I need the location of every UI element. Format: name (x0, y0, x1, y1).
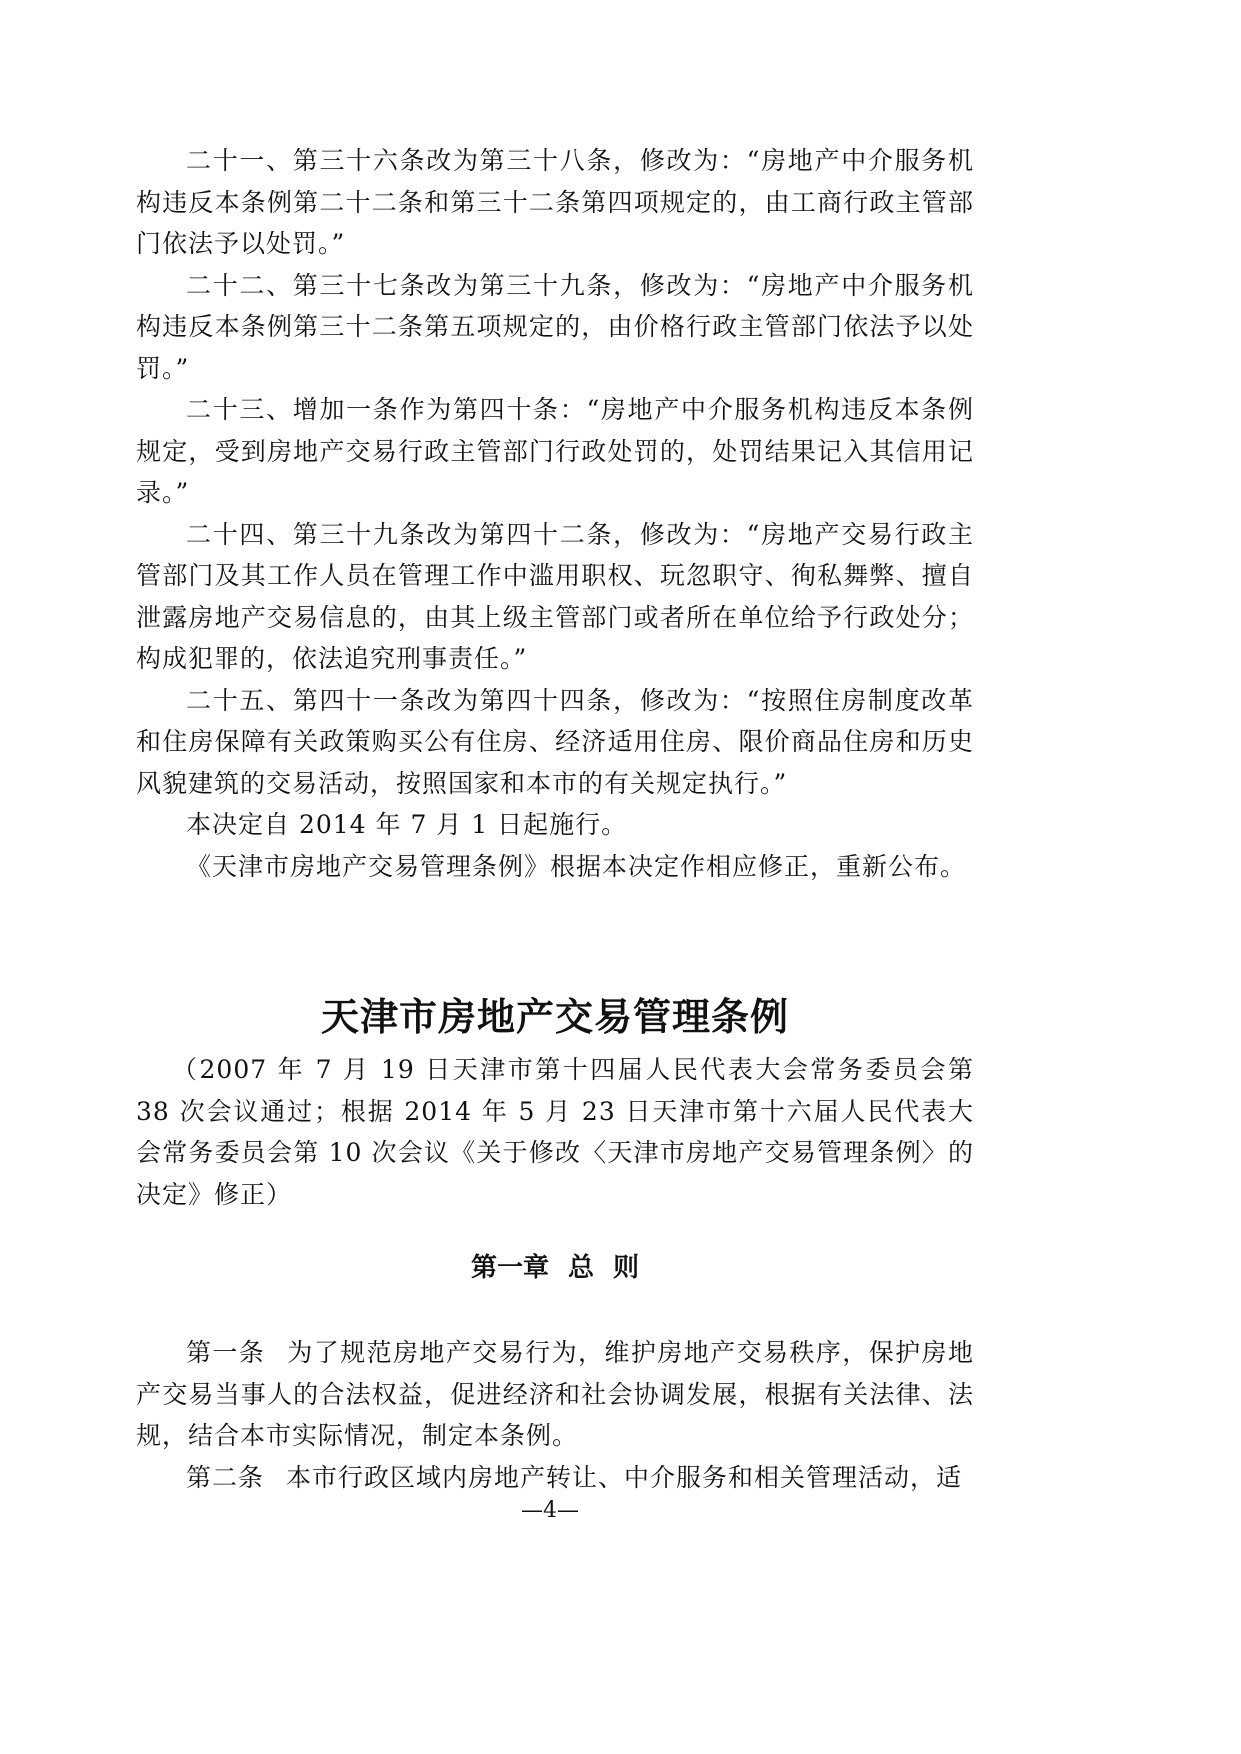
republish-note-paragraph: 《天津市房地产交易管理条例》根据本决定作相应修正，重新公布。 (186, 851, 967, 881)
amendment-paragraph: 二十四、第三十九条改为第四十二条，修改为：“房地产交易行政主管部门及其工作人员在管理工作中滥用职权、玩忽职守、徇私舞弊、擅自泄露房地产交易信息的，由其上级主管部门或者所在单位给予行政处分；构成犯罪的，依法追究刑事责任。” (136, 519, 974, 673)
article-text: 为了规范房地产交易行为，维护房地产交易秩序，保护房地产交易当事人的合法权益，促进经济和社会协调发展，根据有关法律、法规，结合本市实际情况，制定本条例。 (136, 1338, 974, 1450)
article-number: 第二条 (186, 1462, 265, 1492)
article-number: 第一条 (186, 1338, 266, 1367)
article-paragraph (136, 1457, 974, 1499)
amendment-paragraph: 二十二、第三十七条改为第三十九条，修改为：“房地产中介服务机构违反本条例第三十二条第五项规定的，由价格行政主管部门依法予以处罚。” (136, 270, 974, 383)
amendment-paragraph: 二十三、增加一条作为第四十条：“房地产中介服务机构违反本条例规定，受到房地产交易行政主管部门行政处罚的，处罚结果记入其信用记录。” (136, 395, 974, 507)
page-number: —4— (521, 1498, 579, 1523)
regulation-title: 天津市房地产交易管理条例 (320, 995, 789, 1039)
amendment-paragraph: 二十一、第三十六条改为第三十八条，修改为：“房地产中介服务机构违反本条例第二十二条和第三十二条第四项规定的，由工商行政主管部门依法予以处罚。” (136, 146, 974, 258)
chapter-title: 第一章 总 则 (470, 1253, 640, 1283)
adoption-note: （2007 年 7 月 19 日天津市第十四届人民代表大会常务委员会第 38 次会议通过；根据 2014 年 5 月 23 日天津市第十六届人民代表大会常务委员会第 10 次会议《关于修改〈天津市房地产交易管理条例〉的决定》修正） (136, 1055, 974, 1209)
document-page (136, 140, 974, 1498)
article-text: 本市行政区域内房地产转让、中介服务和相关管理活动，适 (286, 1462, 963, 1492)
effective-date-paragraph: 本决定自 2014 年 7 月 1 日起施行。 (186, 810, 628, 839)
amendment-paragraph: 二十五、第四十一条改为第四十四条，修改为：“按照住房制度改革和住房保障有关政策购买公有住房、经济适用住房、限价商品住房和历史风貌建筑的交易活动，按照国家和本市的有关规定执行。” (136, 685, 974, 798)
article-paragraph (136, 1332, 974, 1457)
